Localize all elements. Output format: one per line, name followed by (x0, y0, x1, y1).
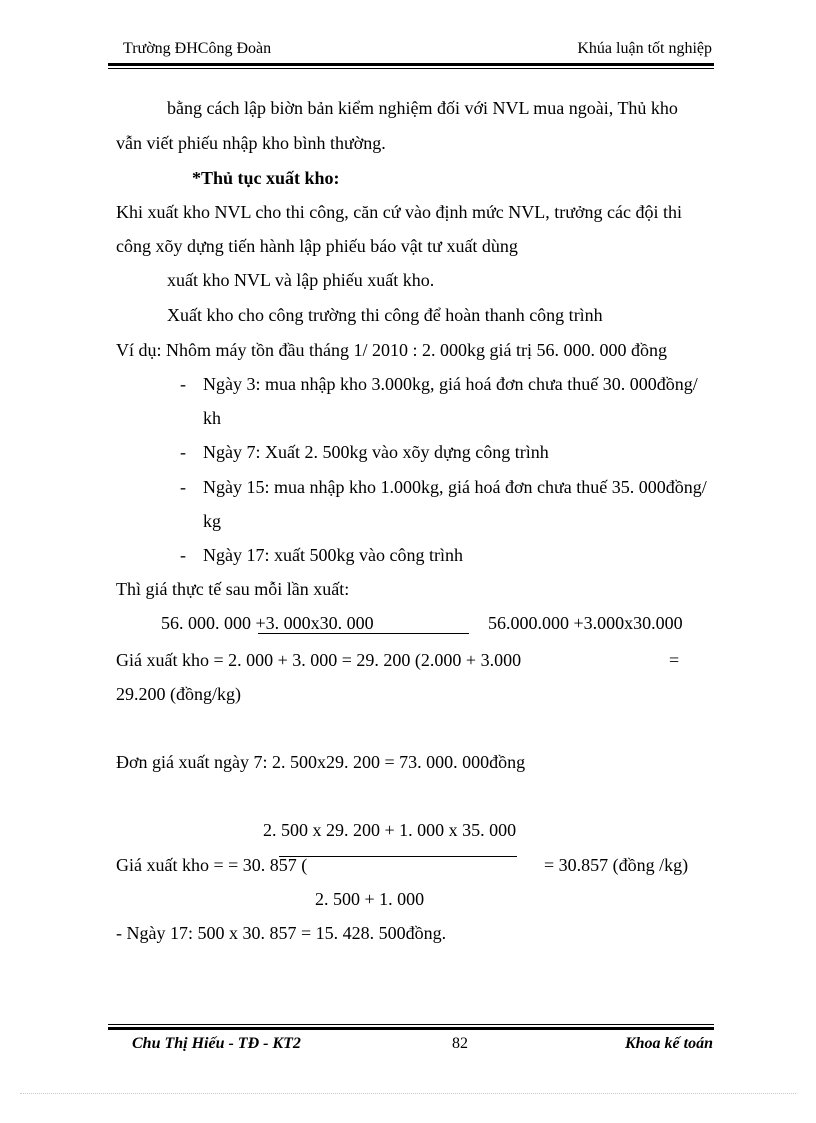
page-bottom-divider (20, 1093, 796, 1094)
paragraph-2-line-3: xuất kho NVL và lập phiếu xuất kho. (167, 270, 435, 290)
bullet-3-line-1: Ngày 15: mua nhập kho 1.000kg, giá hoá đơn chưa thuế 35. 000đồng/ (203, 477, 707, 497)
bullet-1-line-1: Ngày 3: mua nhập kho 3.000kg, giá hoá đơn chưa thuế 30. 000đồng/ (203, 374, 698, 394)
paragraph-2-line-1: Khi xuất kho NVL cho thi công, căn cứ vào định mức NVL, trưởng các đội thi (116, 202, 682, 222)
formula-1-fraction-bar (258, 633, 469, 634)
formula-2-fraction-bar (279, 856, 517, 857)
formula-1-equals: = (669, 650, 680, 670)
paragraph-1-line-2: vẫn viết phiếu nhập kho bình thường. (116, 133, 386, 153)
header-rule-thin (108, 68, 714, 69)
formula-2-denominator: 2. 500 + 1. 000 (315, 889, 425, 909)
bullet-dash: - (180, 374, 186, 394)
bullet-4-line-1: Ngày 17: xuất 500kg vào công trình (203, 545, 463, 565)
header-rule-thick (108, 63, 714, 66)
footer-rule-thick (108, 1027, 714, 1030)
footer-left-text: Chu Thị Hiếu - TĐ - KT2 (132, 1035, 301, 1052)
bullet-3-line-2: kg (203, 511, 221, 531)
footer-rule-thin (108, 1024, 714, 1025)
formula-2-result: = 30.857 (đồng /kg) (544, 855, 689, 875)
header-right-text: Khúa luận tốt nghiệp (577, 40, 712, 57)
formula-1-numerator-right: 56.000.000 +3.000x30.000 (488, 613, 683, 633)
paragraph-3: Xuất kho cho công trường thi công để hoàn thanh công trình (167, 305, 603, 325)
real-price-intro: Thì giá thực tế sau mỗi lần xuất: (116, 579, 350, 599)
bullet-dash: - (180, 442, 186, 462)
example-line: Ví dụ: Nhôm máy tồn đầu tháng 1/ 2010 : 2. 000kg giá trị 56. 000. 000 đồng (116, 340, 667, 360)
formula-1-numerator-left: 56. 000. 000 +3. 000x30. 000 (161, 613, 374, 633)
formula-2-main: Giá xuất kho = = 30. 857 ( (116, 855, 308, 875)
formula-2-numerator: 2. 500 x 29. 200 + 1. 000 x 35. 000 (263, 820, 517, 840)
formula-1-main: Giá xuất kho = 2. 000 + 3. 000 = 29. 200 (2.000 + 3.000 (116, 650, 522, 670)
bullet-dash: - (180, 477, 186, 497)
paragraph-2-line-2: công xõy dựng tiến hành lập phiếu báo vật tư xuất dùng (116, 236, 518, 256)
bullet-1-line-2: kh (203, 408, 221, 428)
unit-price-day-7: Đơn giá xuất ngày 7: 2. 500x29. 200 = 73. 000. 000đồng (116, 752, 526, 772)
section-title: *Thủ tục xuất kho: (192, 168, 340, 188)
formula-1-result: 29.200 (đồng/kg) (116, 684, 241, 704)
paragraph-1-line-1: bằng cách lập biờn bản kiểm nghiệm đối với NVL mua ngoài, Thủ kho (167, 98, 678, 118)
header-left-text: Trường ĐHCông Đoàn (123, 40, 272, 57)
day-17-line: - Ngày 17: 500 x 30. 857 = 15. 428. 500đồng. (116, 923, 447, 943)
footer-right-text: Khoa kế toán (624, 1035, 713, 1052)
bullet-dash: - (180, 545, 186, 565)
page-number: 82 (452, 1035, 468, 1052)
bullet-2-line-1: Ngày 7: Xuất 2. 500kg vào xõy dựng công trình (203, 442, 549, 462)
